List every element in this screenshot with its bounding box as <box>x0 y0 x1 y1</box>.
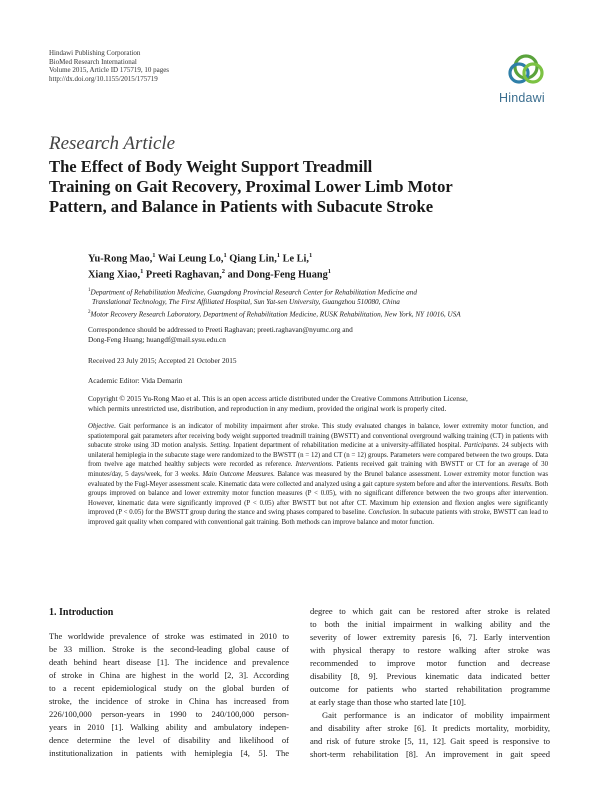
abstract-text: Both groups improved on balance and lower extremity motor function measures (P < 0.05), with no significant difference between the two groups after intervention. However, kinematic data were significantly improved (P < 0.05) after BWSTT but not after CT. Maximum hip extension and flexion angles were significantly improved (P < 0.05) for the BWSTT group during the stance and swing phases compared to baseline. <box>88 480 548 517</box>
author-affiliation-mark: 1 <box>152 252 156 259</box>
abstract-text: 24 subjects with unilateral hemiplegia in the subacute stage were randomized to the BWSTT (n = 12) and CT (n = 12) groups. Parameters were compared between the two groups. Data from twelve age matched healthy subjects were recorded as reference. <box>88 442 549 469</box>
body-line: of stroke in China are highest in the world [2, 3]. According <box>49 670 289 680</box>
body-line: disability [8, 9]. Previous kinematic data indicated better <box>310 671 550 681</box>
body-line: outcome for patients who started rehabilitation programme <box>310 684 550 694</box>
body-line: death behind heart disease [1]. The incidence and prevalence <box>49 657 289 667</box>
article-type: Research Article <box>49 133 176 154</box>
volume-info: Volume 2015, Article ID 175719, 10 pages <box>49 66 170 75</box>
body-line: to a recent epidemiological study on the global burden of <box>49 683 289 693</box>
author-affiliation-mark: 1 <box>276 252 281 259</box>
body-line: be 33 million. Stroke is the second-leading global cause of <box>49 644 289 654</box>
author-name: and Dong-Feng Huang <box>227 269 328 281</box>
affiliation-text: Motor Recovery Research Laboratory, Department of Rehabilitation Medicine, RUSK Rehabilitation, New York, NY 10016, USA <box>90 309 461 318</box>
author-name: Wai Leung Lo, <box>157 253 224 265</box>
intro-left-column <box>49 606 289 760</box>
body-line: and risk of future stroke [5, 11, 12]. Gait speed is responsive to <box>310 736 550 746</box>
body-line: Gait performance is an indicator of mobility impairment <box>322 710 550 720</box>
author-name: Preeti Raghavan, <box>145 269 222 281</box>
copyright-notice <box>88 394 548 413</box>
abstract-text: Patients received gait training with BWSTT or CT for an average of 30 minutes/day, 5 days/week, for 3 weeks. <box>88 461 548 478</box>
correspondence <box>88 325 548 344</box>
abstract-label: Objective. <box>88 423 116 430</box>
abstract-label: Participants. <box>463 442 500 450</box>
abstract-label: Interventions. <box>295 461 334 469</box>
correspondence-line: Dong-Feng Huang; huangdf@mail.sysu.edu.cn <box>88 334 226 344</box>
body-line: The worldwide prevalence of stroke was estimated in 2010 to <box>49 631 289 641</box>
body-line: 226/100,000 person-years in 1990 to 240/100,000 person- <box>49 709 289 719</box>
author-affiliation-mark: 1 <box>308 252 313 259</box>
section-heading: 1. Introduction <box>49 607 114 618</box>
author-name: Xiang Xiao, <box>88 269 141 281</box>
body-line: degree to which gait can be restored after stroke is related <box>310 606 550 616</box>
author-affiliation-mark: 1 <box>223 252 227 259</box>
received-date: Received 23 July 2015; Accepted 21 October 2015 <box>88 356 237 365</box>
body-line: with physical therapy to restore walking after stroke was <box>310 645 550 655</box>
hindawi-logo-text: Hindawi <box>499 91 545 105</box>
abstract-text: Gait performance is an indicator of mobility impairment after stroke. This study evaluated changes in balance, lower extremity motor function, and spatiotemporal gait parameters after receiving body weight supported treadmill training (BWSTT) and conventional overground walking training (CT) in patients with subacute stroke using 3D motion analysis. <box>88 423 548 450</box>
affiliation-text: Department of Rehabilitation Medicine, Guangdong Provincial Research Center for Rehabilitation Medicine and <box>90 288 417 297</box>
body-line: recommended to improve motor function and decrease <box>310 658 550 668</box>
journal-header <box>49 49 169 83</box>
title-line: Training on Gait Recovery, Proximal Lower Limb Motor <box>49 177 453 196</box>
article-title <box>49 157 549 217</box>
affiliation-mark: 1 <box>88 288 91 293</box>
author-affiliation-mark: 1 <box>140 268 144 276</box>
doi-link[interactable]: http://dx.doi.org/10.1155/2015/175719 <box>49 74 158 83</box>
author-name: Le Li, <box>282 253 309 265</box>
abstract <box>88 422 548 528</box>
author-name: Yu-Rong Mao, <box>88 253 153 265</box>
title-line: The Effect of Body Weight Support Treadmill <box>49 157 373 176</box>
abstract-label: Main Outcome Measures. <box>202 470 275 478</box>
body-line: at early stage than those who started late [10]. <box>310 697 467 707</box>
copyright-line: which permits unrestricted use, distribution, and reproduction in any medium, provided the original work is properly cited. <box>88 403 447 413</box>
body-line: short-term rehabilitation [8]. An improvement in gait speed <box>310 749 550 759</box>
author-affiliation-mark: 2 <box>221 268 226 276</box>
author-affiliation-mark: 1 <box>327 268 332 276</box>
academic-editor: Academic Editor: Vida Demarin <box>88 376 183 385</box>
affiliations <box>88 286 548 320</box>
abstract-text: In subacute patients with stroke, BWSTT can lead to improved gait quality when compared with conventional gait training. Both methods can improve balance and motor function. <box>88 509 548 526</box>
publisher-name: Hindawi Publishing Corporation <box>49 49 141 57</box>
body-line: and disability after stroke [6]. It predicts mortality, morbidity, <box>310 723 550 733</box>
copyright-line: Copyright © 2015 Yu-Rong Mao et al. This is an open access article distributed under the Creative Commons Attribution License, <box>88 394 468 403</box>
body-line: dence determine the level of disability and likelihood of <box>49 735 289 745</box>
abstract-text: Balance was measured by the Brunel balance assessment. Lower extremity motor function was evaluated by the Fugl-Meyer assessment scale. Kinematic data were collected and analyzed using a gait capture system before and after the interventions. <box>88 470 549 488</box>
body-line: stroke, the incidence of stroke in China has increased from <box>49 696 289 706</box>
abstract-label: Conclusion. <box>368 509 402 517</box>
title-line: Pattern, and Balance in Patients with Subacute Stroke <box>49 197 434 216</box>
abstract-label: Results. <box>511 480 533 488</box>
correspondence-line: Correspondence should be addressed to Preeti Raghavan; preeti.raghavan@nyumc.org and <box>88 325 353 334</box>
affiliation-text: Translational Technology, The First Affiliated Hospital, Sun Yat-sen University, Guangzhou 510080, China <box>92 297 400 306</box>
journal-name: BioMed Research International <box>49 57 137 66</box>
author-name: Qiang Lin, <box>229 253 277 265</box>
affiliation-mark: 2 <box>88 309 91 315</box>
author-list <box>88 249 548 282</box>
body-line: severity of lower extremity paresis [6, 7]. Early intervention <box>310 632 550 642</box>
intro-right-column <box>310 605 550 761</box>
abstract-label: Setting. <box>210 442 231 450</box>
body-line: years in 2010 [1]. Walking ability and ambulatory indepen- <box>49 722 289 732</box>
abstract-text: Inpatient department of rehabilitation medicine at a university-affiliated hospital. <box>233 442 462 450</box>
body-line: institutionalization in patients with hemiplegia [4, 5]. The <box>49 748 289 758</box>
body-line: to both the initial impairment in walking ability and the <box>310 619 550 629</box>
